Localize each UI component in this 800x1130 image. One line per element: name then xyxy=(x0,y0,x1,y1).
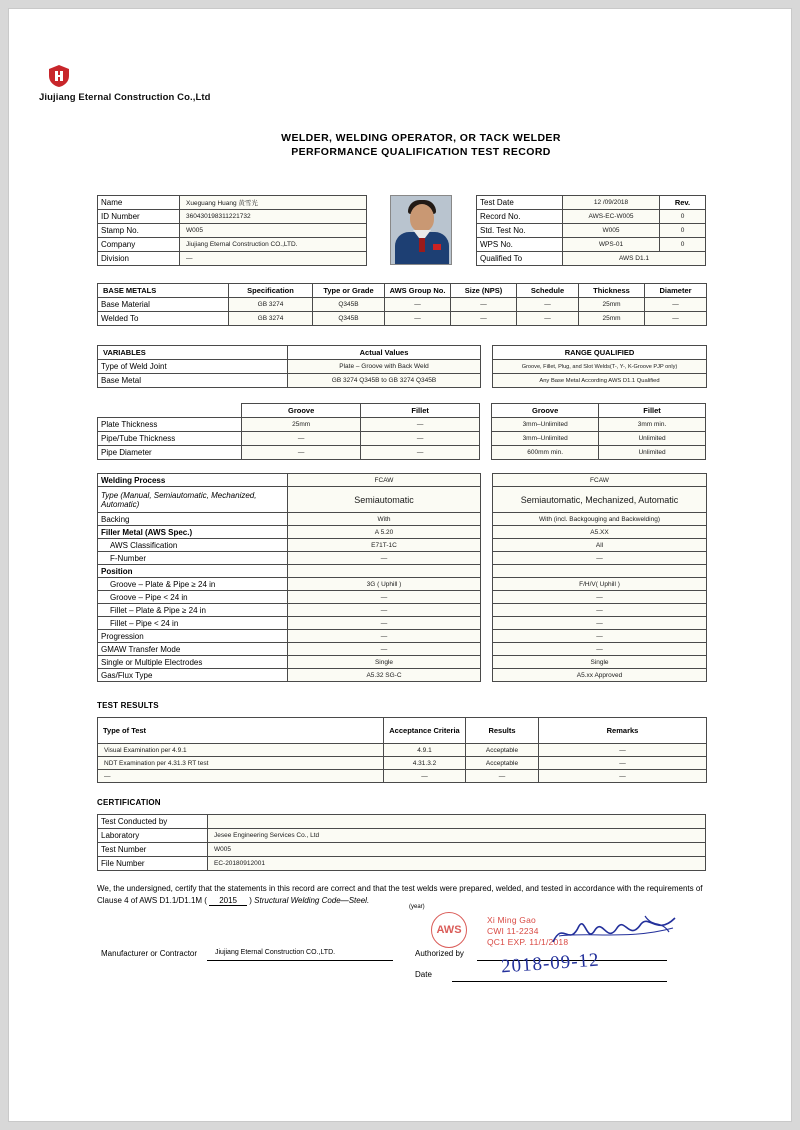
spacer xyxy=(481,346,493,360)
spacer xyxy=(481,539,493,552)
results-r0c3: — xyxy=(539,744,707,757)
variables-header-0: VARIABLES xyxy=(98,346,288,360)
statement-year: 2015 xyxy=(209,896,247,906)
statement-part-1: We, the undersigned, certify that the statements in this record are correct and that the test welds were prepared, welded, and tested in accordance with the requirements of Clause 4 of AWS D1.1/D1.1M ( xyxy=(97,884,703,905)
proc-range-13: Single xyxy=(493,656,707,669)
spacer xyxy=(481,374,493,388)
thickness-header-4: Fillet xyxy=(599,404,706,418)
test-rev-2: 0 xyxy=(660,224,706,238)
thickness-r1c2: — xyxy=(361,432,480,446)
table-row xyxy=(98,474,707,487)
proc-range-14: A5.xx Approved xyxy=(493,669,707,682)
table-row xyxy=(98,374,707,388)
proc-range-6 xyxy=(493,565,707,578)
test-label-1: Record No. xyxy=(477,210,563,224)
table-row xyxy=(98,360,707,374)
proc-label-0: Welding Process xyxy=(98,474,288,487)
test-value-0: 12 /09/2018 xyxy=(563,196,660,210)
table-row xyxy=(98,604,707,617)
results-header-2: Results xyxy=(466,718,539,744)
cert-value-1: Jesee Engineering Services Co., Ltd xyxy=(208,829,706,843)
table-row xyxy=(98,829,706,843)
thickness-r2c2: — xyxy=(361,446,480,460)
thickness-header-2: Fillet xyxy=(361,404,480,418)
ident-label-0: Name xyxy=(98,196,180,210)
base-metals-header-2: Type or Grade xyxy=(313,284,385,298)
photo-badge xyxy=(433,244,441,250)
results-r2c3: — xyxy=(539,770,707,783)
variables-header-2: RANGE QUALIFIED xyxy=(493,346,707,360)
manufacturer-label: Manufacturer or Contractor xyxy=(101,949,198,958)
table-row xyxy=(98,757,707,770)
manufacturer-value: Jiujiang Eternal Construction CO.,LTD. xyxy=(215,949,336,956)
table-row xyxy=(98,312,707,326)
proc-range-10: — xyxy=(493,617,707,630)
test-results-table xyxy=(97,717,707,783)
logo-row xyxy=(39,64,439,88)
spacer xyxy=(481,669,493,682)
thickness-header-1: Groove xyxy=(242,404,361,418)
spacer xyxy=(481,513,493,526)
title-line-1: WELDER, WELDING OPERATOR, OR TACK WELDER xyxy=(281,132,561,144)
rev-header: Rev. xyxy=(660,196,706,210)
test-label-4: Qualified To xyxy=(477,252,563,266)
table-row xyxy=(98,513,707,526)
ident-value-4: — xyxy=(180,252,367,266)
table-row xyxy=(98,815,706,829)
results-r1c3: — xyxy=(539,757,707,770)
proc-range-4: All xyxy=(493,539,707,552)
proc-label-6: Position xyxy=(98,565,288,578)
ident-label-2: Stamp No. xyxy=(98,224,180,238)
proc-label-14: Gas/Flux Type xyxy=(98,669,288,682)
proc-label-5: F-Number xyxy=(98,552,288,565)
table-row xyxy=(98,418,706,432)
spacer xyxy=(481,487,493,513)
proc-actual-1: Semiautomatic xyxy=(288,487,481,513)
ident-value-0: Xueguang Huang 黄雪光 xyxy=(180,196,367,210)
proc-actual-12: — xyxy=(288,643,481,656)
table-header-row xyxy=(98,284,707,298)
table-row xyxy=(98,539,707,552)
proc-actual-10: — xyxy=(288,617,481,630)
proc-actual-13: Single xyxy=(288,656,481,669)
spacer xyxy=(481,604,493,617)
date-line xyxy=(452,981,667,982)
table-row xyxy=(98,770,707,783)
results-r1c1: 4.31.3.2 xyxy=(384,757,466,770)
results-r0c2: Acceptable xyxy=(466,744,539,757)
base-metals-header-5: Schedule xyxy=(517,284,579,298)
table-row xyxy=(98,487,707,513)
red-shield-logo-icon xyxy=(47,64,71,88)
proc-label-9: Fillet – Plate & Pipe ≥ 24 in xyxy=(98,604,288,617)
base-metals-header-6: Thickness xyxy=(579,284,645,298)
proc-actual-8: — xyxy=(288,591,481,604)
title-line-2: PERFORMANCE QUALIFICATION TEST RECORD xyxy=(291,146,551,158)
form-sheet xyxy=(9,9,792,1122)
table-row xyxy=(477,252,706,266)
base-metals-header-7: Diameter xyxy=(645,284,707,298)
table-row xyxy=(98,843,706,857)
cert-label-0: Test Conducted by xyxy=(98,815,208,829)
statement-year-note: (year) xyxy=(409,904,425,910)
table-row xyxy=(98,224,367,238)
spacer xyxy=(481,643,493,656)
table-row xyxy=(98,744,707,757)
proc-actual-5: — xyxy=(288,552,481,565)
base-metals-r0c3: — xyxy=(385,298,451,312)
table-row xyxy=(477,210,706,224)
table-row xyxy=(98,578,707,591)
table-row xyxy=(98,552,707,565)
thickness-r0c4: 3mm min. xyxy=(599,418,706,432)
proc-label-10: Fillet – Pipe < 24 in xyxy=(98,617,288,630)
test-value-1: AWS-EC-W005 xyxy=(563,210,660,224)
spacer xyxy=(481,630,493,643)
base-metals-r0c2: Q345B xyxy=(313,298,385,312)
table-header-row xyxy=(98,346,707,360)
inspector-cwi: CWI 11-2234 xyxy=(487,926,539,936)
base-metals-r1c1: GB 3274 xyxy=(229,312,313,326)
thickness-r2c1: — xyxy=(242,446,361,460)
table-row xyxy=(477,224,706,238)
results-r0c1: 4.9.1 xyxy=(384,744,466,757)
test-info-table xyxy=(476,195,706,266)
base-metals-r1c6: 25mm xyxy=(579,312,645,326)
base-metals-r0c5: — xyxy=(517,298,579,312)
cert-label-3: File Number xyxy=(98,857,208,871)
thickness-r1c4: Unlimited xyxy=(599,432,706,446)
identification-table xyxy=(97,195,367,266)
company-name: Jiujiang Eternal Construction Co.,Ltd xyxy=(39,92,211,103)
table-row xyxy=(98,565,707,578)
proc-range-2: With (incl. Backgouging and Backwelding) xyxy=(493,513,707,526)
table-row xyxy=(98,617,707,630)
proc-range-12: — xyxy=(493,643,707,656)
proc-label-11: Progression xyxy=(98,630,288,643)
base-metals-r1c5: — xyxy=(517,312,579,326)
handwritten-date: 2018-09-12 xyxy=(500,949,601,978)
ident-label-4: Division xyxy=(98,252,180,266)
cert-label-2: Test Number xyxy=(98,843,208,857)
certification-table xyxy=(97,814,706,871)
thickness-r0c0: Plate Thickness xyxy=(98,418,242,432)
cert-value-2: W005 xyxy=(208,843,706,857)
proc-actual-14: A5.32 SG-C xyxy=(288,669,481,682)
base-metals-r0c7: — xyxy=(645,298,707,312)
statement-italic: Structural Welding Code—Steel. xyxy=(254,895,370,905)
base-metals-header-3: AWS Group No. xyxy=(385,284,451,298)
results-r1c0: NDT Examination per 4.31.3 RT test xyxy=(98,757,384,770)
page-title xyxy=(9,131,792,159)
proc-actual-9: — xyxy=(288,604,481,617)
test-results-caption: TEST RESULTS xyxy=(97,701,159,710)
proc-actual-7: 3G ( Uphill ) xyxy=(288,578,481,591)
proc-actual-3: A 5.20 xyxy=(288,526,481,539)
proc-label-4: AWS Classification xyxy=(98,539,288,552)
table-row xyxy=(98,432,706,446)
table-row xyxy=(98,630,707,643)
variables-r1c0: Base Metal xyxy=(98,374,288,388)
test-label-2: Std. Test No. xyxy=(477,224,563,238)
proc-range-5: — xyxy=(493,552,707,565)
base-metals-r0c4: — xyxy=(451,298,517,312)
table-row xyxy=(98,252,367,266)
handwritten-signature xyxy=(549,914,679,948)
table-row xyxy=(98,196,367,210)
ident-label-3: Company xyxy=(98,238,180,252)
thickness-r2c4: Unlimited xyxy=(599,446,706,460)
spacer xyxy=(480,446,492,460)
table-row xyxy=(98,298,707,312)
table-header-row xyxy=(98,718,707,744)
spacer xyxy=(481,617,493,630)
proc-actual-6 xyxy=(288,565,481,578)
base-metals-r1c3: — xyxy=(385,312,451,326)
proc-range-9: — xyxy=(493,604,707,617)
aws-stamp-icon: AWS xyxy=(431,912,467,948)
test-rev-3: 0 xyxy=(660,238,706,252)
results-r0c0: Visual Examination per 4.9.1 xyxy=(98,744,384,757)
table-row xyxy=(98,210,367,224)
results-header-3: Remarks xyxy=(539,718,707,744)
cert-label-1: Laboratory xyxy=(98,829,208,843)
table-row xyxy=(98,591,707,604)
ident-value-1: 360430198311221732 xyxy=(180,210,367,224)
photo-head xyxy=(410,204,434,232)
results-r1c2: Acceptable xyxy=(466,757,539,770)
thickness-header-0 xyxy=(98,404,242,418)
base-metals-r1c4: — xyxy=(451,312,517,326)
base-metals-table xyxy=(97,283,707,326)
ident-label-1: ID Number xyxy=(98,210,180,224)
letterhead xyxy=(39,64,439,103)
proc-label-1: Type (Manual, Semiautomatic, Mechanized, Automatic) xyxy=(98,487,288,513)
authorized-label: Authorized by xyxy=(415,949,464,958)
certification-caption: CERTIFICATION xyxy=(97,798,161,807)
thickness-r1c0: Pipe/Tube Thickness xyxy=(98,432,242,446)
spacer xyxy=(481,578,493,591)
spacer xyxy=(480,432,492,446)
cert-value-0 xyxy=(208,815,706,829)
thickness-header-3: Groove xyxy=(492,404,599,418)
proc-label-3: Filler Metal (AWS Spec.) xyxy=(98,526,288,539)
ident-value-2: W005 xyxy=(180,224,367,238)
table-row xyxy=(98,669,707,682)
results-r2c2: — xyxy=(466,770,539,783)
table-row xyxy=(477,196,706,210)
spacer xyxy=(481,565,493,578)
test-rev-1: 0 xyxy=(660,210,706,224)
test-label-0: Test Date xyxy=(477,196,563,210)
manufacturer-line xyxy=(207,960,393,961)
test-value-4: AWS D1.1 xyxy=(563,252,706,266)
thickness-r0c1: 25mm xyxy=(242,418,361,432)
spacer xyxy=(481,656,493,669)
table-row xyxy=(477,238,706,252)
date-label: Date xyxy=(415,970,432,979)
spacer xyxy=(481,552,493,565)
thickness-r2c3: 600mm min. xyxy=(492,446,599,460)
test-value-2: W005 xyxy=(563,224,660,238)
proc-label-13: Single or Multiple Electrodes xyxy=(98,656,288,669)
thickness-r0c3: 3mm–Unlimited xyxy=(492,418,599,432)
proc-range-1: Semiautomatic, Mechanized, Automatic xyxy=(493,487,707,513)
proc-range-8: — xyxy=(493,591,707,604)
variables-r0c1: Plate – Groove with Back Weld xyxy=(288,360,481,374)
cert-value-3: EC-20180912001 xyxy=(208,857,706,871)
proc-label-2: Backing xyxy=(98,513,288,526)
variables-r1c2: Any Base Metal According AWS D1.1 Qualified xyxy=(493,374,707,388)
table-row xyxy=(98,526,707,539)
proc-actual-11: — xyxy=(288,630,481,643)
variables-r0c0: Type of Weld Joint xyxy=(98,360,288,374)
thickness-r1c1: — xyxy=(242,432,361,446)
results-header-0: Type of Test xyxy=(98,718,384,744)
proc-actual-2: With xyxy=(288,513,481,526)
base-metals-r0c6: 25mm xyxy=(579,298,645,312)
welding-process-table xyxy=(97,473,707,682)
results-header-1: Acceptance Criteria xyxy=(384,718,466,744)
variables-r1c1: GB 3274 Q345B to GB 3274 Q345B xyxy=(288,374,481,388)
base-metals-header-4: Size (NPS) xyxy=(451,284,517,298)
photo-tie xyxy=(419,238,425,252)
proc-range-3: A5.XX xyxy=(493,526,707,539)
statement-part-2: ) xyxy=(249,895,252,905)
base-metals-r1c0: Welded To xyxy=(98,312,229,326)
base-metals-r1c7: — xyxy=(645,312,707,326)
proc-actual-4: E71T-1C xyxy=(288,539,481,552)
base-metals-header-0: BASE METALS xyxy=(98,284,229,298)
inspector-exp: QC1 EXP. 11/1/2018 xyxy=(487,937,569,947)
ident-value-3: Jiujiang Eternal Construction CO.,LTD. xyxy=(180,238,367,252)
base-metals-r0c1: GB 3274 xyxy=(229,298,313,312)
spacer xyxy=(480,418,492,432)
proc-range-0: FCAW xyxy=(493,474,707,487)
base-metals-header-1: Specification xyxy=(229,284,313,298)
test-value-3: WPS-01 xyxy=(563,238,660,252)
base-metals-r0c0: Base Material xyxy=(98,298,229,312)
inspector-name: Xi Ming Gao xyxy=(487,915,536,925)
variables-header-1: Actual Values xyxy=(288,346,481,360)
document-page xyxy=(8,8,792,1122)
table-row xyxy=(98,656,707,669)
test-label-3: WPS No. xyxy=(477,238,563,252)
spacer xyxy=(481,360,493,374)
proc-range-11: — xyxy=(493,630,707,643)
variables-table xyxy=(97,345,707,388)
proc-label-12: GMAW Transfer Mode xyxy=(98,643,288,656)
thickness-r0c2: — xyxy=(361,418,480,432)
thickness-r1c3: 3mm–Unlimited xyxy=(492,432,599,446)
proc-range-7: F/H/V( Uphill ) xyxy=(493,578,707,591)
table-row xyxy=(98,643,707,656)
table-row xyxy=(98,238,367,252)
proc-label-8: Groove – Pipe < 24 in xyxy=(98,591,288,604)
thickness-r2c0: Pipe Diameter xyxy=(98,446,242,460)
results-r2c1: — xyxy=(384,770,466,783)
table-row xyxy=(98,857,706,871)
table-header-row xyxy=(98,404,706,418)
welder-portrait-photo xyxy=(390,195,452,265)
spacer xyxy=(481,526,493,539)
certification-statement xyxy=(97,883,709,906)
table-row xyxy=(98,446,706,460)
spacer xyxy=(481,591,493,604)
proc-label-7: Groove – Plate & Pipe ≥ 24 in xyxy=(98,578,288,591)
proc-actual-0: FCAW xyxy=(288,474,481,487)
thickness-table xyxy=(97,403,706,460)
spacer xyxy=(481,474,493,487)
spacer xyxy=(480,404,492,418)
base-metals-r1c2: Q345B xyxy=(313,312,385,326)
results-r2c0: — xyxy=(98,770,384,783)
variables-r0c2: Groove, Fillet, Plug, and Slot Welds(T-, Y-, K-Groove PJP only) xyxy=(493,360,707,374)
